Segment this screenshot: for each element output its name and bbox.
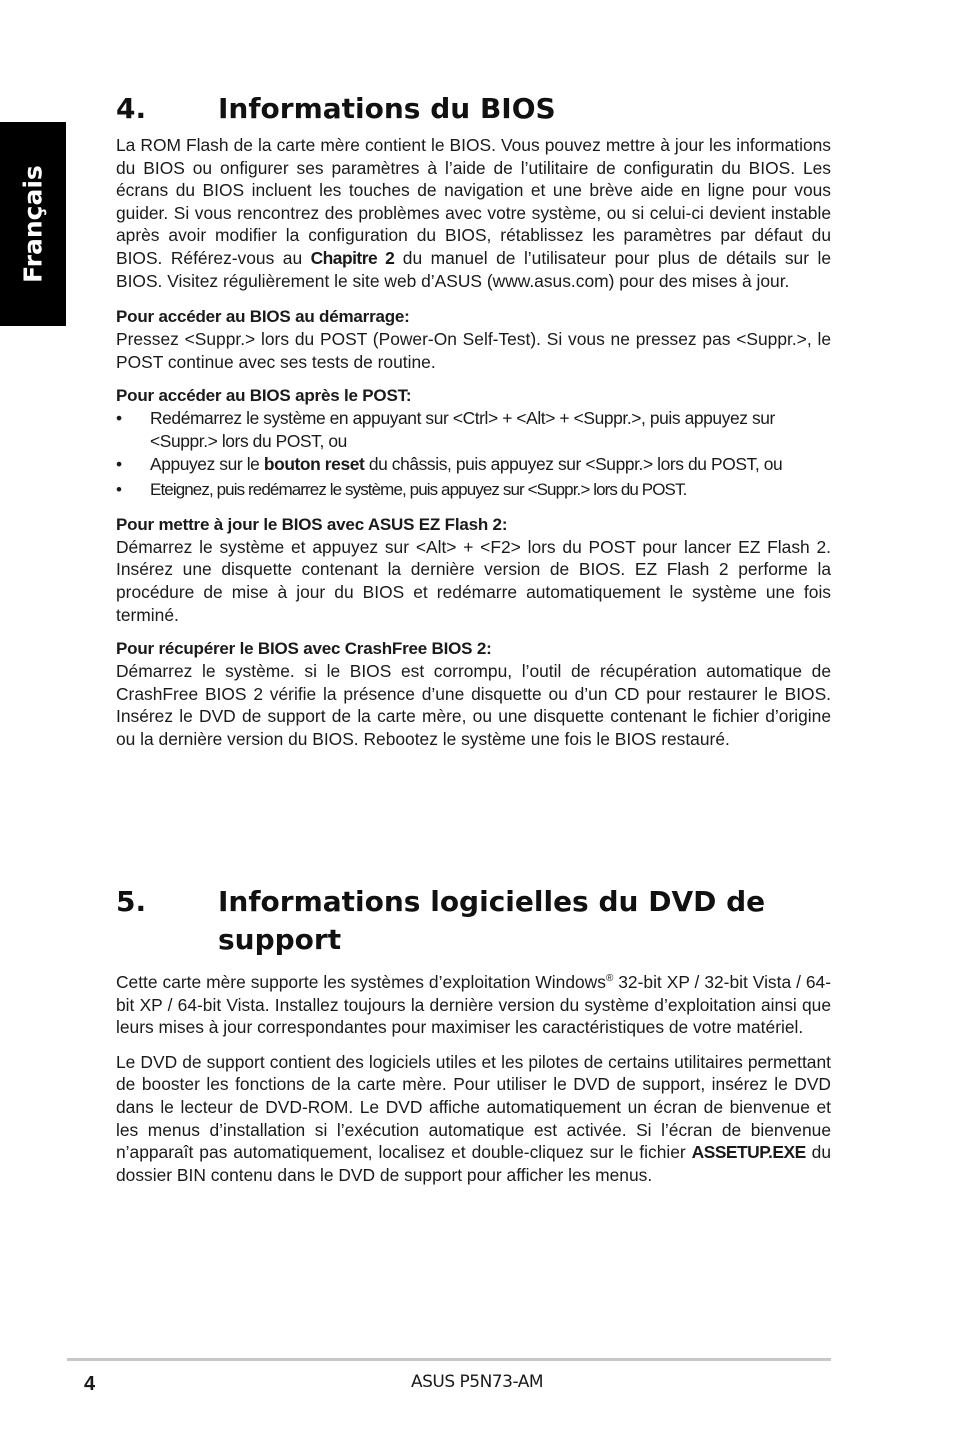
sub-crashfree-title: Pour récupérer le BIOS avec CrashFree BIOS 2:: [116, 639, 492, 659]
dvd-contents-text: Le DVD de support contient des logiciels utiles et les pilotes de certains utilitaires permettant de booster les fonctions de la carte mère. Pour utiliser le DVD de support, insérez le DVD dans le lecteur de DVD-ROM. Le DVD affiche automatiquement un écran de bienvenue et les menus d’installation si l’exécution automatique est activée. Si l’écran de bienvenue n’apparaît pas automatiquement, localisez et double-cliquez sur le fichier: [116, 1051, 831, 1163]
section-support-dvd: [116, 883, 831, 1186]
section-bios: [116, 90, 831, 750]
bios-intro-text: La ROM Flash de la carte mère contient le BIOS. Vous pouvez mettre à jour les informations du BIOS ou onfigurer ses paramètres à l’aide de l’utilitaire de configuratin du BIOS. Les écrans du BIOS incluent les touches de navigation et une brève aide en ligne pour vous guider. Si vous rencontrez des problèmes avec votre système, ou si celui-ci devient instable après avoir modifier la configuration du BIOS, rétablissez les paramètres par défaut du BIOS. Référez-vous au: [116, 135, 831, 268]
footer-divider: [67, 1358, 831, 1361]
sub-ez-flash-title: Pour mettre à jour le BIOS avec ASUS EZ Flash 2:: [116, 514, 508, 534]
sub-after-post-title: Pour accéder au BIOS après le POST:: [116, 386, 412, 406]
section-4-title: Informations du BIOS: [218, 92, 556, 125]
bullet-mark: •: [116, 480, 122, 500]
section-5-title: Informations logicielles du DVD de support: [218, 885, 766, 956]
section-5-number: 5.: [116, 885, 147, 918]
dvd-contents: [116, 1051, 831, 1187]
list-item-text-end: du châssis, puis appuyez sur <Suppr.> lors du POST, ou: [364, 453, 783, 474]
assetup-filename: ASSETUP.EXE: [691, 1142, 806, 1163]
bullet-mark: •: [116, 453, 122, 474]
language-tab: [0, 122, 66, 326]
dvd-os-text: Cette carte mère supporte les systèmes d’exploitation Windows: [116, 972, 606, 992]
sub-startup-text: Pressez <Suppr.> lors du POST (Power-On Self-Test). Si vous ne pressez pas <Suppr.>, le POST continue avec ses tests de routine.: [116, 329, 831, 372]
sub-ez-flash-text: Démarrez le système et appuyez sur <Alt> + <F2> lors du POST pour lancer EZ Flash 2. Insérez une disquette contenant la dernière version de BIOS. EZ Flash 2 performe la procédure de mise à jour du BIOS et redémarre automatiquement le système une fois terminé.: [116, 536, 831, 625]
list-item: [116, 479, 831, 502]
section-4-number: 4.: [116, 92, 147, 125]
section-4-heading: [116, 90, 831, 128]
list-item-text: Redémarrez le système en appuyant sur <Ctrl> + <Alt> + <Suppr.>, puis appuyez sur <Suppr.> lors du POST, ou: [150, 408, 775, 451]
reset-button-ref: bouton reset: [263, 453, 365, 474]
list-item-text: Appuyez sur le: [150, 453, 264, 474]
bios-intro-text-end: du manuel de l’utilisateur pour plus de détails sur le BIOS. Visitez régulièrement le site web d’ASUS (www.asus.com) pour des mises à jour.: [116, 247, 831, 291]
dvd-contents-text-end: du dossier BIN contenu dans le DVD de support pour afficher les menus.: [116, 1142, 831, 1185]
bullet-mark: •: [116, 408, 122, 429]
list-item-text: Eteignez, puis redémarrez le système, puis appuyez sur <Suppr.> lors du POST.: [150, 480, 687, 500]
list-item: [116, 453, 831, 476]
language-tab-label: Français: [18, 165, 48, 283]
after-post-list: [116, 407, 831, 501]
list-item: [116, 407, 831, 452]
sub-crashfree-text: Démarrez le système. si le BIOS est corrompu, l’outil de récupération automatique de CrashFree BIOS 2 vérifie la présence d’une disquette ou d’un CD pour restaurer le BIOS. Insérez le DVD de support de la carte mère, ou une disquette contenant le fichier d’origine ou la dernière version du BIOS. Rebootez le système une fois le BIOS restauré.: [116, 661, 831, 749]
chapter-ref: Chapitre 2: [310, 247, 395, 268]
bios-intro: [116, 134, 831, 292]
section-5-heading: [116, 883, 831, 959]
dvd-os-text-end: 32-bit XP / 32-bit Vista / 64-bit XP / 64-bit Vista. Installez toujours la dernière version du système d’exploitation ainsi que leurs mises à jour correspondantes pour maximiser les caractéristiques de votre matériel.: [116, 972, 832, 1038]
registered-mark: ®: [605, 973, 614, 985]
page-number: 4: [84, 1373, 96, 1395]
product-name: ASUS P5N73-AM: [410, 1372, 544, 1392]
dvd-os-support: [116, 971, 831, 1039]
sub-startup-title: Pour accéder au BIOS au démarrage:: [116, 307, 410, 327]
